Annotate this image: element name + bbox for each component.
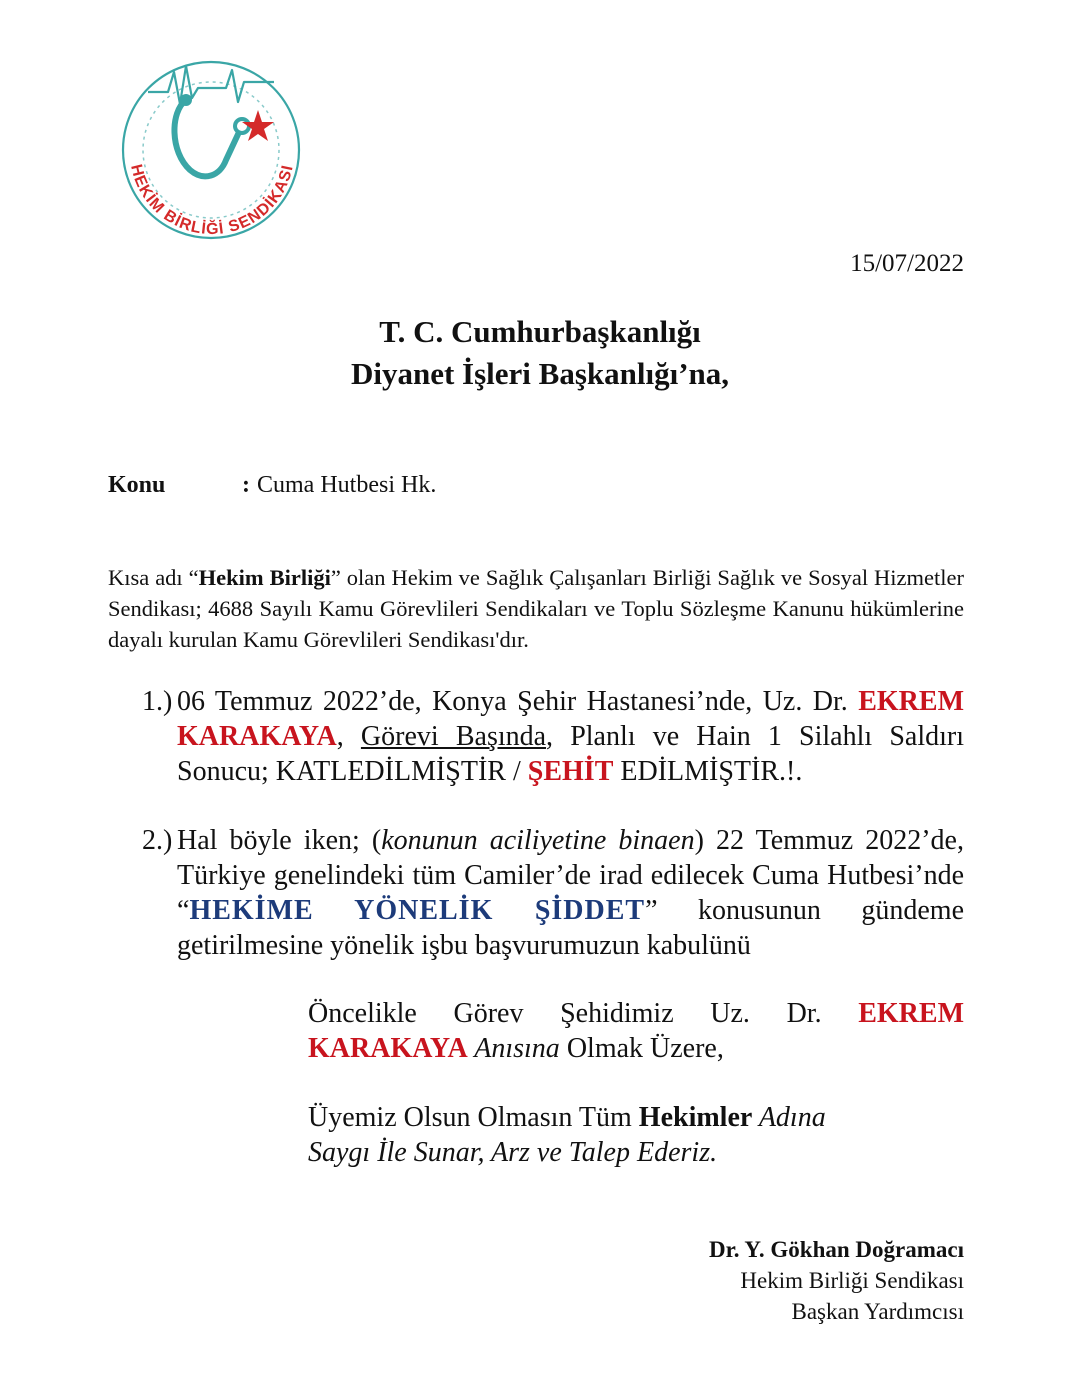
item-1-text-4: EDİLMİŞTİR.!. xyxy=(613,756,803,787)
item-1-text-2: , xyxy=(336,721,361,752)
closing-2-bold-text: Hekimler xyxy=(638,1102,753,1133)
signature-name: Dr. Y. Gökhan Doğramacı xyxy=(709,1237,964,1262)
hekim-birligi-logo xyxy=(108,52,314,244)
closing-2-text-1: Üyemiz Olsun Olmasın Tüm xyxy=(308,1102,639,1133)
signature-block xyxy=(709,1234,964,1327)
item-2-text-2: ) 22 Temmuz 2022’de, Türkiye genelindeki tüm Camiler’de irad edilecek Cuma Hutbesi’nde “ xyxy=(177,825,964,926)
closing-2-italic-tail: Adına xyxy=(752,1102,826,1133)
item-1-victim-name: EKREM KARAKAYA xyxy=(177,686,964,752)
closing-2-italic-line: Saygı İle Sunar, Arz ve Talep Ederiz. xyxy=(308,1137,718,1168)
document-date: 15/07/2022 xyxy=(850,250,964,277)
item-1-number: 1.) xyxy=(142,686,173,717)
addressee-line-2: Diyanet İşleri Başkanlığı’na, xyxy=(350,356,730,391)
signature-organization: Hekim Birliği Sendikası xyxy=(740,1268,964,1293)
addressee-line-1: T. C. Cumhurbaşkanlığı xyxy=(379,314,701,349)
intro-text-start: Kısa adı “ xyxy=(108,565,199,590)
subject-text: Cuma Hutbesi Hk. xyxy=(257,472,437,498)
item-2-topic: HEKİME YÖNELİK ŞİDDET xyxy=(189,895,646,926)
item-1-martyr-word: ŞEHİT xyxy=(527,756,614,787)
item-2-italic-text: konunun aciliyetine binaen xyxy=(381,825,695,856)
item-1-underlined-text: Görevi Başında xyxy=(360,721,547,752)
logo-arc-text: HEKİM BİRLİĞİ SENDİKASI xyxy=(127,162,297,239)
item-2-number: 2.) xyxy=(142,825,173,856)
item-1-text-3: , Planlı ve Hain 1 Silahlı Saldırı Sonucu; KATLEDİLMİŞTİR / xyxy=(177,721,964,787)
closing-1-text-1: Öncelikle Görev Şehidimiz Uz. Dr. xyxy=(308,998,859,1029)
closing-paragraph-2 xyxy=(308,1100,964,1170)
closing-1-text-2: Olmak Üzere, xyxy=(559,1033,724,1064)
intro-text-rest: ” olan Hekim ve Sağlık Çalışanları Birliği Sağlık ve Sosyal Hizmetler Sendikası; 4688 Sayılı Kamu Görevlileri Sendikaları ve Toplu Sözleşme Kanunu hükümlerine dayalı kurulan Kamu Görevlileri Sendikası'dır. xyxy=(108,565,964,652)
item-1-text-1: 06 Temmuz 2022’de, Konya Şehir Hastanesi’nde, Uz. Dr. xyxy=(177,686,859,717)
signature-title: Başkan Yardımcısı xyxy=(791,1299,964,1324)
closing-paragraph-1 xyxy=(308,996,964,1066)
intro-paragraph xyxy=(108,562,964,655)
item-2-paragraph xyxy=(177,823,964,963)
item-2-text-1: Hal böyle iken; ( xyxy=(177,825,382,856)
subject-label: Konu xyxy=(108,472,166,498)
item-1-paragraph xyxy=(177,684,964,789)
closing-1-italic-text: Anısına xyxy=(467,1033,560,1064)
closing-1-victim-name: EKREM KARAKAYA xyxy=(308,998,964,1064)
intro-short-name: Hekim Birliği xyxy=(198,565,331,590)
subject-colon: : xyxy=(242,472,250,498)
item-2-text-3: ” konusunun gündeme getirilmesine yönelik işbu başvurumuzun kabulünü xyxy=(177,895,964,961)
